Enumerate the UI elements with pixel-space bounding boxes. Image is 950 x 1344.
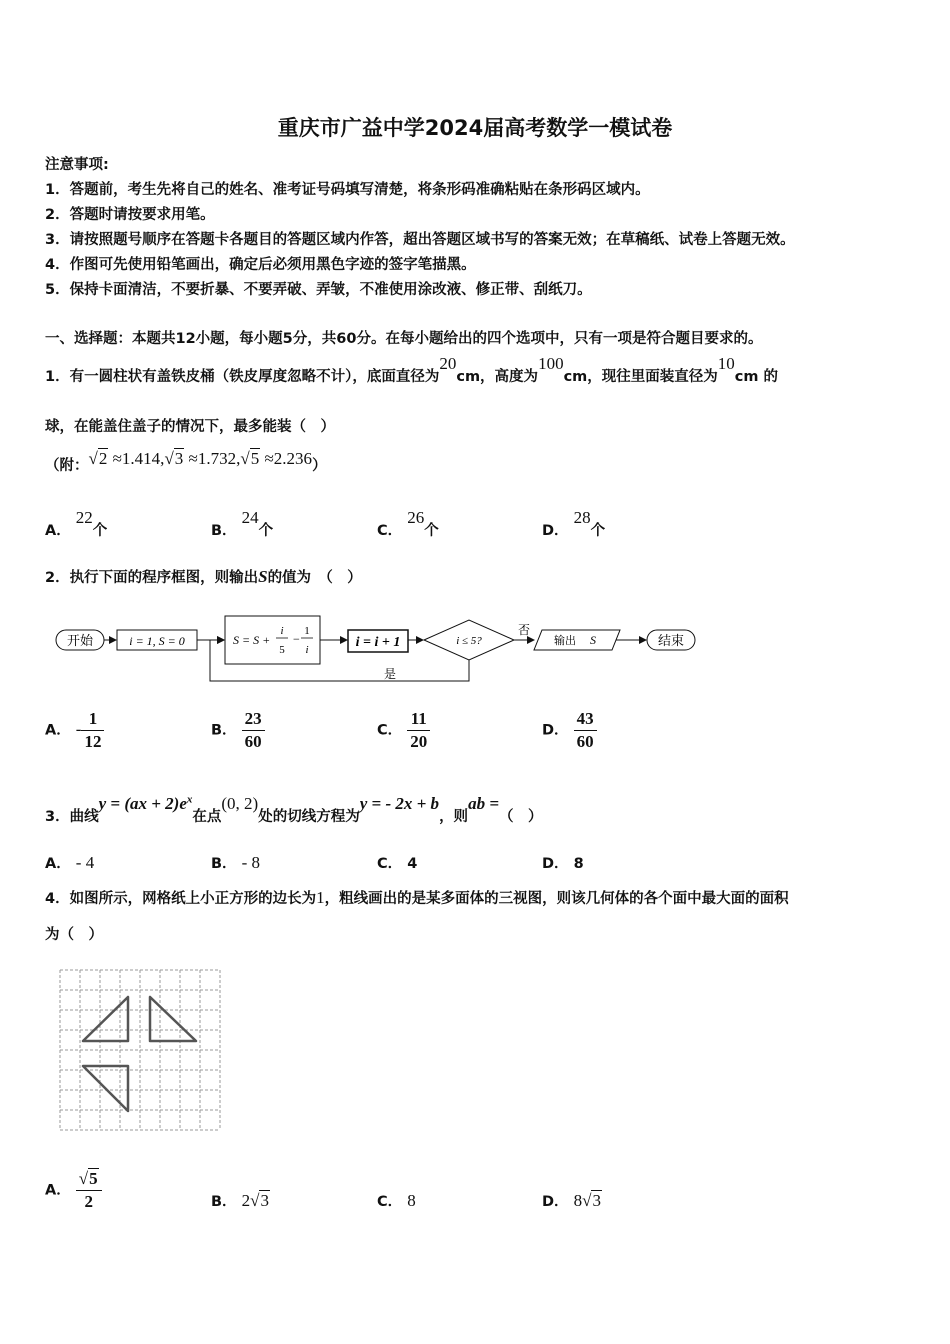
q4-text-1: 4．如图所示，网格纸上小正方形的边长为 bbox=[45, 891, 317, 907]
q1-text-1: 1．有一圆柱状有盖铁皮桶（铁皮厚度忽略不计），底面直径为 bbox=[45, 369, 440, 385]
flow-yes-label: 是 bbox=[383, 667, 397, 681]
q1-text-2: cm，高度为 bbox=[456, 369, 539, 385]
question-1 bbox=[45, 354, 779, 386]
flow-start-label: 开始 bbox=[66, 634, 94, 649]
q1-approx-5: ≈2.236 bbox=[264, 449, 313, 468]
q4-text-2: ，粗线画出的是某多面体的三视图，则该几何体的各个面中最大面的面积 bbox=[324, 891, 789, 907]
q4-option-b[interactable]: B． 2√3 bbox=[211, 1191, 269, 1210]
q3-option-a[interactable]: A． - 4 bbox=[45, 853, 95, 872]
q1-note: （附：√2 ≈1.414,√3 ≈1.732,√5 ≈2.236） bbox=[45, 449, 327, 474]
q3-text-2: 在点 bbox=[192, 809, 222, 825]
q3-curve: $y = (ax + 2)e^x$ bbox=[98, 793, 193, 813]
flow-frac1-den: 5 bbox=[279, 644, 285, 656]
q3-text-3: 处的切线方程为 bbox=[258, 809, 360, 825]
flow-output-node bbox=[534, 630, 620, 650]
flow-frac1-num: i bbox=[280, 625, 284, 637]
q4-option-a[interactable]: A． $\frac{√5}{2}$ bbox=[45, 1168, 102, 1213]
flow-frac2-num: 1 bbox=[304, 625, 310, 637]
q3-point: (0, 2) bbox=[221, 794, 259, 813]
flow-end-label: 结束 bbox=[657, 634, 685, 649]
q4-option-c[interactable]: C． 8 bbox=[377, 1191, 416, 1210]
front-view-triangle bbox=[83, 997, 128, 1041]
q1-diameter: 20 bbox=[439, 354, 457, 373]
flow-frac2-den: i bbox=[305, 644, 309, 656]
question-2 bbox=[45, 566, 362, 587]
q1-root-5: 5 bbox=[250, 449, 260, 468]
flow-init-label: i = 1, S = 0 bbox=[129, 634, 185, 648]
q1-approx-2: ≈1.414, bbox=[112, 449, 165, 468]
q2-option-c[interactable]: C． $\frac{11}{20}$ bbox=[377, 708, 430, 753]
q2-var: S bbox=[258, 567, 268, 586]
q1-option-d[interactable]: D． 28个 bbox=[542, 508, 606, 539]
q1-note-open: （附： bbox=[45, 458, 89, 474]
flow-no-label: 否 bbox=[517, 623, 531, 637]
q1-approx-3: ≈1.732, bbox=[188, 449, 241, 468]
notice-heading: 注意事项: bbox=[45, 157, 109, 173]
flow-condition-label: i ≤ 5? bbox=[456, 635, 482, 647]
flow-increment-label: i = i + 1 bbox=[355, 635, 401, 650]
q1-option-b[interactable]: B． 24个 bbox=[211, 508, 274, 539]
q3-option-b[interactable]: B． - 8 bbox=[211, 853, 261, 872]
notice-item-1: 1．答题前，考生先将自己的姓名、准考证号码填写清楚，将条形码准确粘贴在条形码区域内。 bbox=[45, 182, 650, 198]
q1-ball-diameter: 10 bbox=[717, 354, 735, 373]
notice-item-4: 4．作图可先使用铅笔画出，确定后必须用黑色字迹的签字笔描黑。 bbox=[45, 257, 476, 273]
question-4 bbox=[45, 887, 789, 908]
notice-item-5: 5．保持卡面清洁，不要折暴、不要弄破、弄皱，不准使用涂改液、修正带、刮纸刀。 bbox=[45, 282, 592, 298]
q3-option-c[interactable]: C． 4 bbox=[377, 856, 418, 872]
three-view-figure bbox=[55, 965, 225, 1140]
q3-ab: ab = bbox=[468, 794, 499, 813]
q4-line-2: 为（ ） bbox=[45, 927, 103, 943]
flow-minus: − bbox=[293, 632, 300, 646]
q2-option-b[interactable]: B． $\frac{23}{60}$ bbox=[211, 708, 265, 753]
q2-option-d[interactable]: D． $\frac{43}{60}$ bbox=[542, 708, 597, 753]
notice-item-2: 2．答题时请按要求用笔。 bbox=[45, 207, 215, 223]
q3-option-d[interactable]: D． 8 bbox=[542, 856, 584, 872]
q3-text-5: （ ） bbox=[499, 809, 543, 825]
question-3 bbox=[45, 793, 543, 826]
page-title: 重庆市广益中学2024届高考数学一模试卷 bbox=[277, 116, 673, 140]
q1-note-close: ） bbox=[312, 458, 327, 474]
q1-root-2: 2 bbox=[98, 449, 108, 468]
grid-lines bbox=[60, 970, 220, 1130]
q2-option-a[interactable]: A． - $\frac{1}{12}$ bbox=[45, 708, 104, 753]
q1-text-3: cm，现往里面装直径为 bbox=[563, 369, 718, 385]
top-view-triangle bbox=[83, 1066, 128, 1111]
q3-text-4: ，则 bbox=[439, 809, 469, 825]
flowchart bbox=[50, 610, 710, 690]
q2-text-2: 的值为 （ ） bbox=[267, 570, 362, 586]
q1-option-a[interactable]: A． 22个 bbox=[45, 508, 108, 539]
q1-height: 100 bbox=[538, 354, 564, 373]
q3-tangent: y = - 2x + b bbox=[359, 794, 440, 813]
q1-root-3: 3 bbox=[174, 449, 184, 468]
flow-output-var: S bbox=[590, 633, 596, 647]
side-view-triangle bbox=[150, 997, 196, 1041]
flow-update-lhs: S = S + bbox=[233, 633, 271, 647]
flow-output-label: 输出 bbox=[554, 634, 576, 647]
section-heading: 一、选择题：本题共12小题，每小题5分，共60分。在每小题给出的四个选项中，只有一项是符合题目要求的。 bbox=[45, 331, 763, 347]
q4-option-d[interactable]: D． 8√3 bbox=[542, 1191, 601, 1210]
q3-text-1: 3．曲线 bbox=[45, 809, 99, 825]
notice-item-3: 3．请按照题号顺序在答题卡各题目的答题区域内作答，超出答题区域书写的答案无效；在草稿纸、试卷上答题无效。 bbox=[45, 232, 795, 248]
q1-text-4: cm 的 bbox=[734, 369, 779, 385]
q2-text-1: 2．执行下面的程序框图，则输出 bbox=[45, 570, 259, 586]
q4-side: 1 bbox=[316, 888, 325, 907]
q1-line-2: 球，在能盖住盖子的情况下，最多能装（ ） bbox=[45, 419, 335, 435]
q1-option-c[interactable]: C． 26个 bbox=[377, 508, 439, 539]
